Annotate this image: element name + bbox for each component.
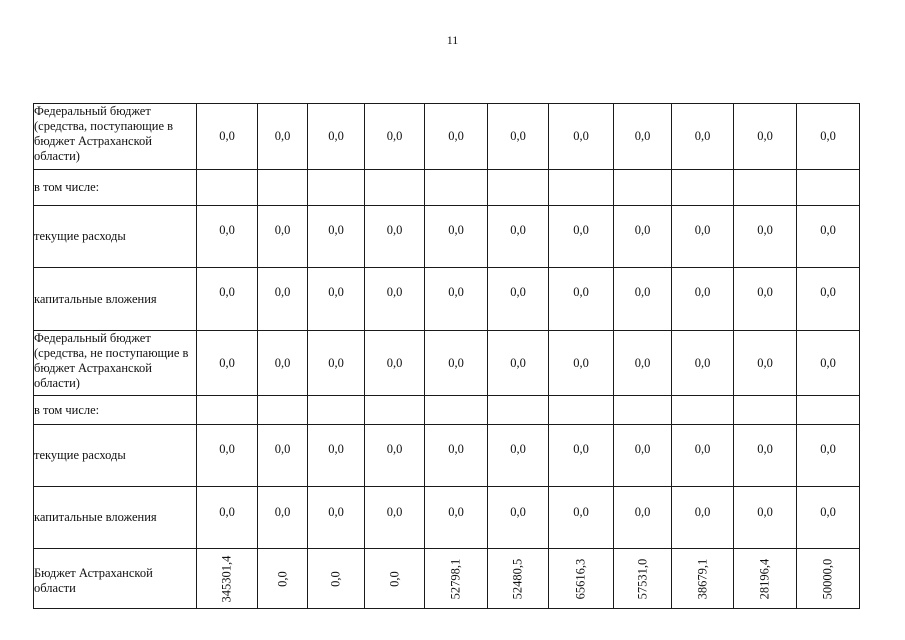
table-cell	[734, 170, 797, 206]
table-cell: 0,0	[365, 104, 425, 170]
table-cell: 0,0	[197, 104, 258, 170]
table-cell: 0,0	[308, 331, 365, 396]
table-row	[34, 331, 860, 396]
row-label: Федеральный бюджет (средства, поступающие в бюджет Астраханской области)	[34, 104, 197, 170]
table-cell: 0,0	[308, 487, 365, 549]
table-cell: 0,0	[365, 268, 425, 331]
table-row	[34, 170, 860, 206]
table-cell: 0,0	[308, 268, 365, 331]
table-cell: 0,0	[258, 268, 308, 331]
table-cell: 0,0	[365, 331, 425, 396]
table-cell	[308, 549, 365, 609]
table-cell: 0,0	[734, 206, 797, 268]
table-cell	[488, 549, 549, 609]
table-cell: 0,0	[308, 206, 365, 268]
table-row	[34, 487, 860, 549]
table-cell: 0,0	[797, 425, 860, 487]
table-cell	[614, 170, 672, 206]
row-label: текущие расходы	[34, 425, 197, 487]
table-row	[34, 549, 860, 609]
rotated-value: 50000,0	[820, 558, 835, 599]
table-cell	[797, 170, 860, 206]
table-cell: 0,0	[488, 268, 549, 331]
table-cell	[549, 396, 614, 425]
table-cell	[734, 549, 797, 609]
table-cell	[365, 170, 425, 206]
table-cell	[365, 396, 425, 425]
rotated-value: 345301,4	[219, 555, 234, 602]
table-cell: 0,0	[614, 487, 672, 549]
table-cell: 0,0	[672, 268, 734, 331]
row-label: капитальные вложения	[34, 487, 197, 549]
table-cell: 0,0	[734, 268, 797, 331]
table-cell: 0,0	[365, 487, 425, 549]
row-label: в том числе:	[34, 396, 197, 425]
table-cell	[672, 170, 734, 206]
table-cell: 0,0	[425, 425, 488, 487]
table-cell: 0,0	[672, 425, 734, 487]
table-cell: 0,0	[425, 331, 488, 396]
table-cell: 0,0	[734, 331, 797, 396]
row-label: текущие расходы	[34, 206, 197, 268]
table-cell: 0,0	[488, 425, 549, 487]
table-cell: 0,0	[734, 425, 797, 487]
table-row	[34, 425, 860, 487]
table-cell	[797, 396, 860, 425]
table-cell: 0,0	[549, 206, 614, 268]
rotated-value: 65616,3	[573, 558, 588, 599]
table-cell: 0,0	[425, 206, 488, 268]
table-cell: 0,0	[797, 487, 860, 549]
table-cell: 0,0	[549, 425, 614, 487]
table-cell: 0,0	[614, 331, 672, 396]
table-cell	[425, 396, 488, 425]
row-label: в том числе:	[34, 170, 197, 206]
page-number: 11	[446, 33, 459, 47]
table-row	[34, 396, 860, 425]
table-cell	[425, 170, 488, 206]
table-cell	[672, 549, 734, 609]
table-cell: 0,0	[614, 206, 672, 268]
table-cell	[614, 396, 672, 425]
table-cell: 0,0	[614, 268, 672, 331]
table-cell: 0,0	[425, 104, 488, 170]
rotated-value: 28196,4	[757, 558, 772, 599]
table-cell: 0,0	[672, 487, 734, 549]
rotated-value: 57531,0	[635, 558, 649, 599]
table-cell: 0,0	[197, 268, 258, 331]
rotated-value: 52480,5	[510, 558, 525, 599]
table-cell	[365, 549, 425, 609]
row-label: Бюджет Астраханской области	[34, 549, 197, 609]
table-cell: 0,0	[308, 425, 365, 487]
table-cell: 0,0	[258, 331, 308, 396]
table-cell	[797, 549, 860, 609]
table-cell: 0,0	[797, 268, 860, 331]
table-row	[34, 104, 860, 170]
table-cell: 0,0	[365, 206, 425, 268]
table-cell	[308, 396, 365, 425]
table-cell: 0,0	[488, 104, 549, 170]
table-cell	[258, 170, 308, 206]
table-cell: 0,0	[797, 331, 860, 396]
table-cell: 0,0	[488, 331, 549, 396]
table-cell: 0,0	[425, 268, 488, 331]
table-cell: 0,0	[549, 268, 614, 331]
table-cell: 0,0	[258, 206, 308, 268]
table-cell: 0,0	[365, 425, 425, 487]
table-cell: 0,0	[258, 104, 308, 170]
table-cell: 0,0	[549, 487, 614, 549]
table-cell	[488, 170, 549, 206]
table-cell: 0,0	[672, 104, 734, 170]
table-cell: 0,0	[549, 104, 614, 170]
table-cell	[197, 170, 258, 206]
table-cell: 0,0	[734, 104, 797, 170]
table-cell	[488, 396, 549, 425]
row-label: Федеральный бюджет (средства, не поступающие в бюджет Астраханской области)	[34, 331, 197, 396]
table-cell: 0,0	[197, 487, 258, 549]
table-cell: 0,0	[308, 104, 365, 170]
table-row	[34, 206, 860, 268]
table-cell: 0,0	[488, 206, 549, 268]
table-cell: 0,0	[797, 104, 860, 170]
table-cell	[549, 549, 614, 609]
table-cell: 0,0	[614, 425, 672, 487]
table-cell	[549, 170, 614, 206]
rotated-value: 38679,1	[695, 558, 709, 599]
table-cell: 0,0	[734, 487, 797, 549]
table-cell: 0,0	[258, 487, 308, 549]
table-cell: 0,0	[549, 331, 614, 396]
table-cell	[258, 549, 308, 609]
table-cell: 0,0	[258, 425, 308, 487]
table-cell: 0,0	[797, 206, 860, 268]
table-cell: 0,0	[672, 206, 734, 268]
table-row	[34, 268, 860, 331]
table-cell	[425, 549, 488, 609]
row-label: капитальные вложения	[34, 268, 197, 331]
table-cell	[197, 549, 258, 609]
table-cell: 0,0	[488, 487, 549, 549]
rotated-value: 0,0	[275, 570, 289, 587]
table-cell: 0,0	[672, 331, 734, 396]
table-cell	[308, 170, 365, 206]
table-cell: 0,0	[425, 487, 488, 549]
rotated-value: 0,0	[328, 570, 343, 587]
rotated-value: 0,0	[387, 570, 401, 587]
table-cell	[672, 396, 734, 425]
table-cell	[258, 396, 308, 425]
table-cell: 0,0	[197, 425, 258, 487]
table-cell: 0,0	[614, 104, 672, 170]
table-cell: 0,0	[197, 331, 258, 396]
table-cell	[614, 549, 672, 609]
rotated-value: 52798,1	[448, 558, 463, 599]
budget-table	[33, 103, 860, 609]
table-cell	[734, 396, 797, 425]
table-cell	[197, 396, 258, 425]
table-cell: 0,0	[197, 206, 258, 268]
